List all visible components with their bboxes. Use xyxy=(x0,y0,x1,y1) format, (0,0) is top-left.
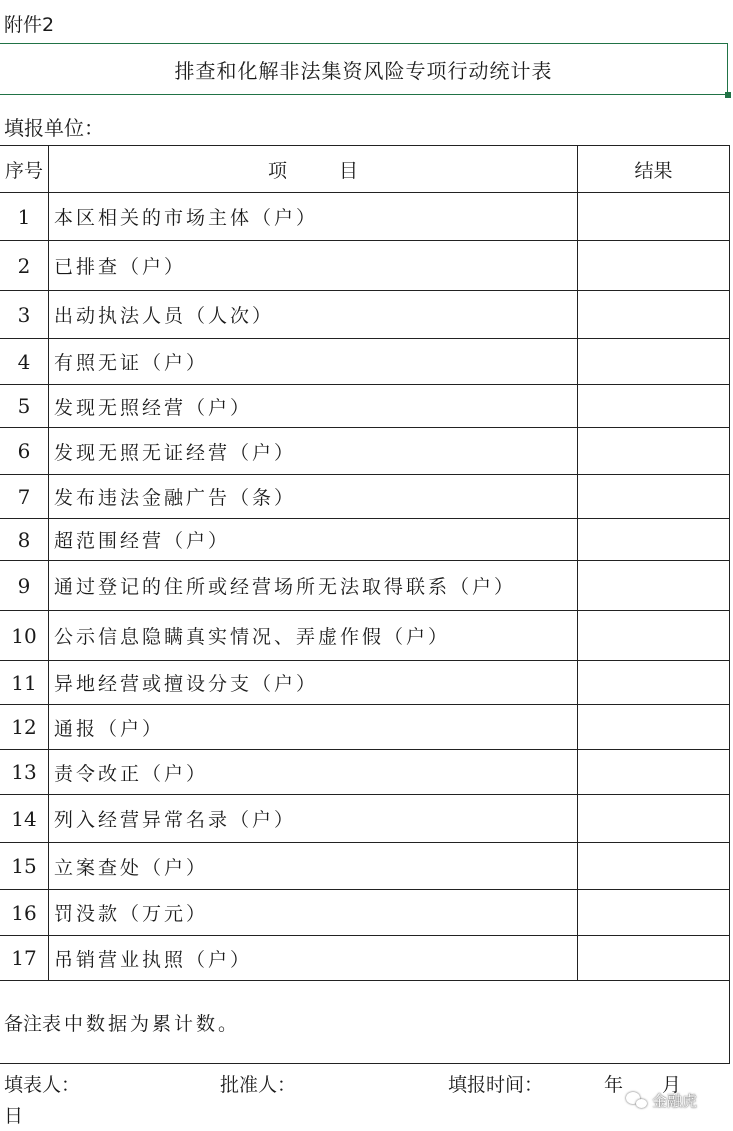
month-label: 月 xyxy=(662,1074,682,1096)
row-index: 16 xyxy=(0,890,49,935)
row-item: 有照无证（户） xyxy=(49,339,578,384)
statistics-table xyxy=(0,145,730,1064)
row-index: 8 xyxy=(0,519,49,560)
table-row xyxy=(0,843,729,890)
row-index: 11 xyxy=(0,661,49,704)
table-row xyxy=(0,936,729,981)
row-item: 发现无照无证经营（户） xyxy=(49,428,578,474)
table-row xyxy=(0,795,729,843)
row-item: 通过登记的住所或经营场所无法取得联系（户） xyxy=(49,561,578,610)
header-item-a: 项 xyxy=(267,159,287,182)
row-result-cell[interactable] xyxy=(578,843,729,889)
attachment-label: 附件2 xyxy=(4,14,55,36)
row-result-cell[interactable] xyxy=(578,519,729,560)
row-index: 4 xyxy=(0,339,49,384)
row-result-cell[interactable] xyxy=(578,705,729,749)
row-index: 10 xyxy=(0,611,49,660)
table-row xyxy=(0,193,729,241)
wechat-icon xyxy=(626,1092,648,1110)
row-result-cell[interactable] xyxy=(578,339,729,384)
note-row xyxy=(0,981,729,1064)
title-cell[interactable] xyxy=(0,43,728,95)
table-header-row xyxy=(0,146,729,193)
fill-time-label: 填报时间： xyxy=(448,1074,544,1096)
row-item: 责令改正（户） xyxy=(49,750,578,794)
row-index: 14 xyxy=(0,795,49,842)
row-result-cell[interactable] xyxy=(578,385,729,427)
approver-label: 批准人： xyxy=(220,1074,297,1096)
row-item: 已排查（户） xyxy=(49,241,578,290)
table-row xyxy=(0,519,729,561)
row-index: 15 xyxy=(0,843,49,889)
row-index: 5 xyxy=(0,385,49,427)
table-row xyxy=(0,750,729,795)
row-index: 3 xyxy=(0,291,49,338)
header-item-b: 目 xyxy=(339,159,359,182)
row-item: 吊销营业执照（户） xyxy=(49,936,578,980)
row-item: 发现无照经营（户） xyxy=(49,385,578,427)
table-row xyxy=(0,661,729,705)
row-item: 本区相关的市场主体（户） xyxy=(49,193,578,240)
row-index: 9 xyxy=(0,561,49,610)
row-result-cell[interactable] xyxy=(578,890,729,935)
row-result-cell[interactable] xyxy=(578,936,729,980)
watermark xyxy=(626,1090,697,1111)
row-result-cell[interactable] xyxy=(578,561,729,610)
row-item: 立案查处（户） xyxy=(49,843,578,889)
table-title: 排查和化解非法集资风险专项行动统计表 xyxy=(174,58,553,83)
row-result-cell[interactable] xyxy=(578,611,729,660)
header-result: 结果 xyxy=(634,159,673,182)
row-index: 2 xyxy=(0,241,49,290)
header-index: 序号 xyxy=(0,146,49,192)
table-row xyxy=(0,241,729,291)
filler-label: 填表人： xyxy=(4,1074,81,1096)
row-result-cell[interactable] xyxy=(578,193,729,240)
row-index: 1 xyxy=(0,193,49,240)
table-row xyxy=(0,428,729,475)
row-index: 13 xyxy=(0,750,49,794)
note-label: 备注 xyxy=(4,1012,43,1035)
table-row xyxy=(0,291,729,339)
table-row xyxy=(0,475,729,519)
row-result-cell[interactable] xyxy=(578,291,729,338)
row-item: 异地经营或擅设分支（户） xyxy=(49,661,578,704)
row-item: 罚没款（万元） xyxy=(49,890,578,935)
row-index: 7 xyxy=(0,475,49,518)
header-item xyxy=(49,146,578,192)
row-item: 通报（户） xyxy=(49,705,578,749)
row-index: 17 xyxy=(0,936,49,980)
row-item: 出动执法人员（人次） xyxy=(49,291,578,338)
watermark-text: 金融虎 xyxy=(652,1092,698,1110)
table-row xyxy=(0,561,729,611)
row-result-cell[interactable] xyxy=(578,750,729,794)
row-item: 超范围经营（户） xyxy=(49,519,578,560)
row-index: 6 xyxy=(0,428,49,474)
cell-fill-handle[interactable] xyxy=(725,92,731,98)
table-row xyxy=(0,385,729,428)
row-result-cell[interactable] xyxy=(578,795,729,842)
table-row xyxy=(0,611,729,661)
table-row xyxy=(0,705,729,750)
row-result-cell[interactable] xyxy=(578,241,729,290)
row-index: 12 xyxy=(0,705,49,749)
note-text: 表中数据为累计数。 xyxy=(42,1012,241,1035)
year-label: 年 xyxy=(604,1074,624,1096)
row-result-cell[interactable] xyxy=(578,475,729,518)
row-item: 公示信息隐瞒真实情况、弄虚作假（户） xyxy=(49,611,578,660)
table-row xyxy=(0,339,729,385)
fill-unit-label: 填报单位： xyxy=(4,116,104,140)
row-item: 发布违法金融广告（条） xyxy=(49,475,578,518)
row-result-cell[interactable] xyxy=(578,661,729,704)
day-label: 日 xyxy=(4,1105,24,1127)
table-row xyxy=(0,890,729,936)
row-result-cell[interactable] xyxy=(578,428,729,474)
row-item: 列入经营异常名录（户） xyxy=(49,795,578,842)
